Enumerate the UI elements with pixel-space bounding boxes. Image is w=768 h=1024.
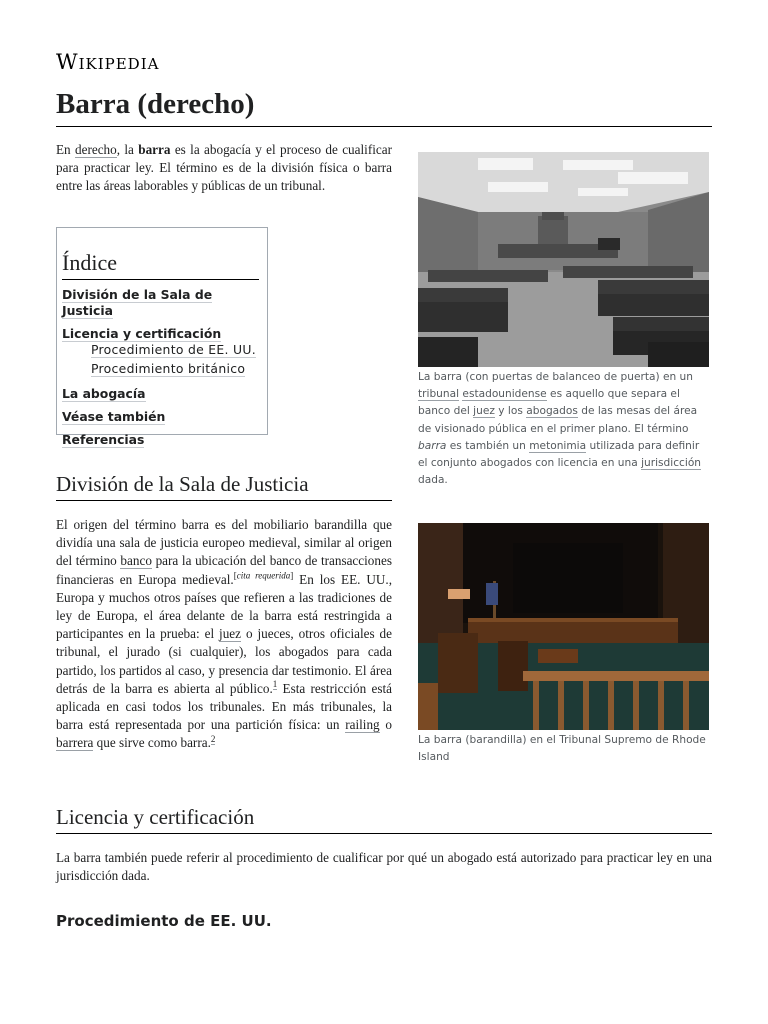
- wikipedia-wordmark[interactable]: Wikipedia: [56, 50, 160, 74]
- caption-link-juez[interactable]: juez: [473, 405, 495, 418]
- figure-rhode-island: [418, 523, 709, 766]
- section-licencia-paragraph: La barra también puede referir al procedimiento de cualificar por qué un abogado está autorizado para practicar ley en una jurisdicción dada.: [56, 850, 712, 884]
- figure-courtroom-caption: La barra (con puertas de balanceo de puerta) en un tribunal estadounidense es aquello que separa el banco del juez y los abogados de las mesas del área de visionado pública en el primer plano. El término barra es también un metonimia utilizada para definir el conjunto abogados con licencia en una jurisdicción dada.: [418, 371, 702, 487]
- intro-paragraph: En derecho, la barra es la abogacía y el proceso de cualificar para practicar ley. El término es de la división física o barra entre las áreas laborables y públicas de un tribunal.: [56, 142, 392, 194]
- section-division-paragraph: El origen del término barra es del mobiliario barandilla que dividía una sala de justicia europeo medieval, similar al origen del término banco para la ubicación del banco de transacciones financieras en Europa medieval.[cita requerida] En los EE. UU., Europa y muchos otros países que refieren a las tradiciones de ley de Europa, el área delante de la barra está restringida a participantes en la prueba: el juez o jueces, otros oficiales de tribunal, el jurado (si cualquier), los abogados para cada partido, los partidos al caso, y presencia dar testimonio. El área detrás de la barra es abierta al público.$^1$ Esta restricción está aplicada en casi todos los tribunales. En más tribunales, la barra está representada por una partición física: un railing o barrera que sirve como barra.$^2$: [56, 517, 392, 751]
- toc-title: Índice: [62, 248, 259, 280]
- toc-item-licencia[interactable]: Licencia y certificación: [62, 326, 222, 341]
- citation-needed[interactable]: [cita requerida]: [233, 570, 294, 581]
- toc-item-referencias[interactable]: Referencias: [62, 432, 145, 447]
- link-derecho[interactable]: derecho: [75, 142, 117, 157]
- section-heading-licencia: Licencia y certificación: [56, 804, 712, 834]
- toc-item-vease-tambien[interactable]: Véase también: [62, 409, 166, 424]
- link-juez[interactable]: juez: [219, 626, 242, 642]
- reference-1[interactable]: 1: [272, 679, 278, 690]
- toc-item-procedimiento-britanico[interactable]: Procedimiento británico: [91, 361, 246, 376]
- figure-rhode-island-caption: La barra (barandilla) en el Tribunal Supremo de Rhode Island: [418, 734, 706, 764]
- toc-item-procedimiento-eeuu[interactable]: Procedimiento de EE. UU.: [91, 342, 257, 357]
- reference-2[interactable]: 2: [210, 734, 216, 745]
- page-title: Barra (derecho): [56, 86, 712, 127]
- link-banco[interactable]: banco: [120, 553, 152, 569]
- figure-courtroom-bw: [418, 152, 709, 489]
- toc-item-abogacia[interactable]: La abogacía: [62, 386, 146, 401]
- section-heading-procedimiento-eeuu: Procedimiento de EE. UU.: [56, 912, 272, 930]
- courtroom-photo-bw[interactable]: [418, 152, 709, 367]
- caption-link-tribunal[interactable]: tribunal: [418, 388, 460, 401]
- link-barrera[interactable]: barrera: [56, 735, 94, 751]
- link-railing[interactable]: railing: [345, 717, 380, 733]
- caption-link-estadounidense[interactable]: estadounidense: [462, 388, 547, 401]
- table-of-contents: [56, 227, 268, 447]
- caption-link-abogados[interactable]: abogados: [526, 405, 578, 418]
- caption-link-metonimia[interactable]: metonimia: [529, 439, 587, 452]
- caption-link-jurisdiccion[interactable]: jurisdicción: [641, 457, 702, 470]
- toc-item-division[interactable]: División de la Sala de Justicia: [62, 287, 213, 318]
- section-heading-division: División de la Sala de Justicia: [56, 471, 392, 501]
- rhode-island-courtroom-photo[interactable]: [418, 523, 709, 730]
